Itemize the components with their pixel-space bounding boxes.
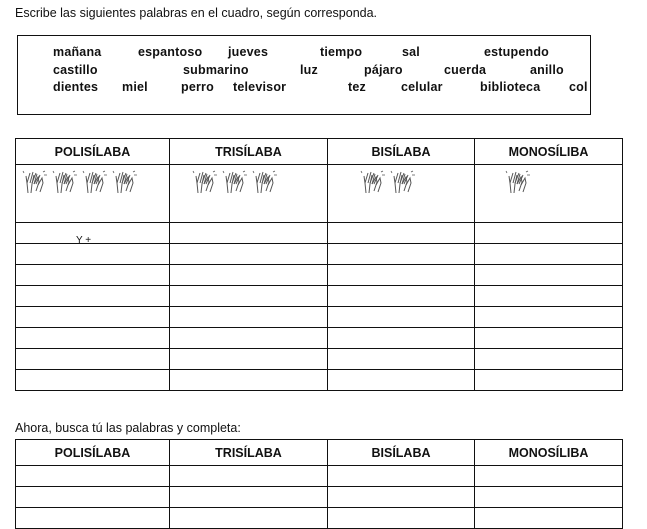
clapping-hands-icon bbox=[252, 169, 278, 195]
clapping-hands-icon bbox=[22, 169, 48, 195]
word-bank-word: celular bbox=[401, 80, 443, 94]
answer-cell[interactable] bbox=[475, 328, 623, 349]
word-bank-word: luz bbox=[300, 63, 318, 77]
clapping-hands-icon bbox=[505, 169, 531, 195]
answer-cell[interactable] bbox=[16, 370, 170, 391]
column-header: MONOSÍLIBA bbox=[475, 139, 623, 165]
answer-cell[interactable] bbox=[328, 286, 475, 307]
answer-cell[interactable] bbox=[328, 349, 475, 370]
answer-cell[interactable] bbox=[328, 487, 475, 508]
answer-cell[interactable] bbox=[16, 286, 170, 307]
answer-cell[interactable] bbox=[328, 466, 475, 487]
clapping-hands-icon bbox=[390, 169, 416, 195]
answer-cell[interactable] bbox=[170, 328, 328, 349]
answer-row bbox=[16, 466, 623, 487]
answer-row bbox=[16, 328, 623, 349]
answer-row bbox=[16, 307, 623, 328]
word-bank-word: tez bbox=[348, 80, 366, 94]
answer-cell[interactable] bbox=[16, 487, 170, 508]
answer-cell[interactable] bbox=[16, 349, 170, 370]
clapping-hands-icon bbox=[112, 169, 138, 195]
clap-cell bbox=[328, 165, 475, 223]
clap-cell bbox=[475, 165, 623, 223]
instruction-top: Escribe las siguientes palabras en el cuadro, según corresponda. bbox=[15, 6, 378, 20]
column-header: POLISÍLABA bbox=[16, 440, 170, 466]
answer-cell[interactable] bbox=[16, 307, 170, 328]
extra-syllables-note: Y + bbox=[76, 235, 92, 246]
syllable-table-1 bbox=[15, 138, 623, 391]
answer-cell[interactable] bbox=[475, 286, 623, 307]
syllable-table-2 bbox=[15, 439, 623, 529]
word-bank-word: televisor bbox=[233, 80, 287, 94]
answer-cell[interactable] bbox=[328, 223, 475, 244]
answer-cell[interactable] bbox=[475, 307, 623, 328]
answer-cell[interactable] bbox=[16, 466, 170, 487]
word-bank-box bbox=[17, 35, 591, 115]
answer-cell[interactable] bbox=[16, 244, 170, 265]
answer-cell[interactable] bbox=[16, 265, 170, 286]
word-bank-word: tiempo bbox=[320, 45, 363, 59]
answer-cell[interactable] bbox=[170, 487, 328, 508]
clapping-hands-icon bbox=[82, 169, 108, 195]
answer-row bbox=[16, 244, 623, 265]
answer-cell[interactable] bbox=[475, 349, 623, 370]
answer-cell[interactable] bbox=[328, 265, 475, 286]
word-bank-word: submarino bbox=[183, 63, 249, 77]
word-bank-word: jueves bbox=[228, 45, 269, 59]
answer-cell[interactable] bbox=[475, 466, 623, 487]
word-bank-word: pájaro bbox=[364, 63, 403, 77]
answer-cell[interactable] bbox=[170, 223, 328, 244]
clap-cell bbox=[170, 165, 328, 223]
column-header: TRISÍLABA bbox=[170, 139, 328, 165]
word-bank-word: dientes bbox=[53, 80, 99, 94]
answer-cell[interactable] bbox=[170, 466, 328, 487]
column-header: BISÍLABA bbox=[328, 139, 475, 165]
column-header: TRISÍLABA bbox=[170, 440, 328, 466]
answer-cell[interactable] bbox=[328, 244, 475, 265]
answer-cell[interactable] bbox=[16, 508, 170, 529]
word-bank-word: espantoso bbox=[138, 45, 203, 59]
answer-cell[interactable] bbox=[328, 328, 475, 349]
answer-cell[interactable] bbox=[475, 265, 623, 286]
answer-row bbox=[16, 370, 623, 391]
word-bank-word: cuerda bbox=[444, 63, 487, 77]
answer-cell[interactable] bbox=[170, 508, 328, 529]
word-bank-word: col bbox=[569, 80, 588, 94]
word-bank-word: estupendo bbox=[484, 45, 549, 59]
answer-row bbox=[16, 223, 623, 244]
answer-cell[interactable] bbox=[170, 349, 328, 370]
answer-cell[interactable] bbox=[328, 370, 475, 391]
answer-cell[interactable] bbox=[475, 244, 623, 265]
column-header: POLISÍLABA bbox=[16, 139, 170, 165]
answer-cell[interactable] bbox=[475, 223, 623, 244]
answer-cell[interactable] bbox=[170, 244, 328, 265]
answer-row bbox=[16, 349, 623, 370]
answer-cell[interactable] bbox=[475, 508, 623, 529]
word-bank-word: anillo bbox=[530, 63, 564, 77]
clapping-hands-icon bbox=[192, 169, 218, 195]
word-bank-word: mañana bbox=[53, 45, 102, 59]
instruction-bottom: Ahora, busca tú las palabras y completa: bbox=[15, 421, 241, 435]
answer-cell[interactable] bbox=[170, 286, 328, 307]
answer-row bbox=[16, 286, 623, 307]
answer-cell[interactable] bbox=[475, 487, 623, 508]
answer-cell[interactable] bbox=[170, 265, 328, 286]
word-bank-word: biblioteca bbox=[480, 80, 541, 94]
clapping-hands-icon bbox=[360, 169, 386, 195]
answer-row bbox=[16, 487, 623, 508]
word-bank-word: sal bbox=[402, 45, 420, 59]
answer-row bbox=[16, 508, 623, 529]
word-bank-word: perro bbox=[181, 80, 214, 94]
column-header: MONOSÍLIBA bbox=[475, 440, 623, 466]
clap-cell bbox=[16, 165, 170, 246]
answer-cell[interactable] bbox=[170, 307, 328, 328]
answer-cell[interactable] bbox=[328, 508, 475, 529]
clapping-hands-icon bbox=[52, 169, 78, 195]
answer-cell[interactable] bbox=[170, 370, 328, 391]
word-bank-word: miel bbox=[122, 80, 148, 94]
word-bank-word: castillo bbox=[53, 63, 98, 77]
column-header: BISÍLABA bbox=[328, 440, 475, 466]
answer-cell[interactable] bbox=[16, 328, 170, 349]
answer-cell[interactable] bbox=[328, 307, 475, 328]
answer-cell[interactable] bbox=[16, 223, 170, 244]
clapping-hands-icon bbox=[222, 169, 248, 195]
answer-cell[interactable] bbox=[475, 370, 623, 391]
answer-row bbox=[16, 265, 623, 286]
